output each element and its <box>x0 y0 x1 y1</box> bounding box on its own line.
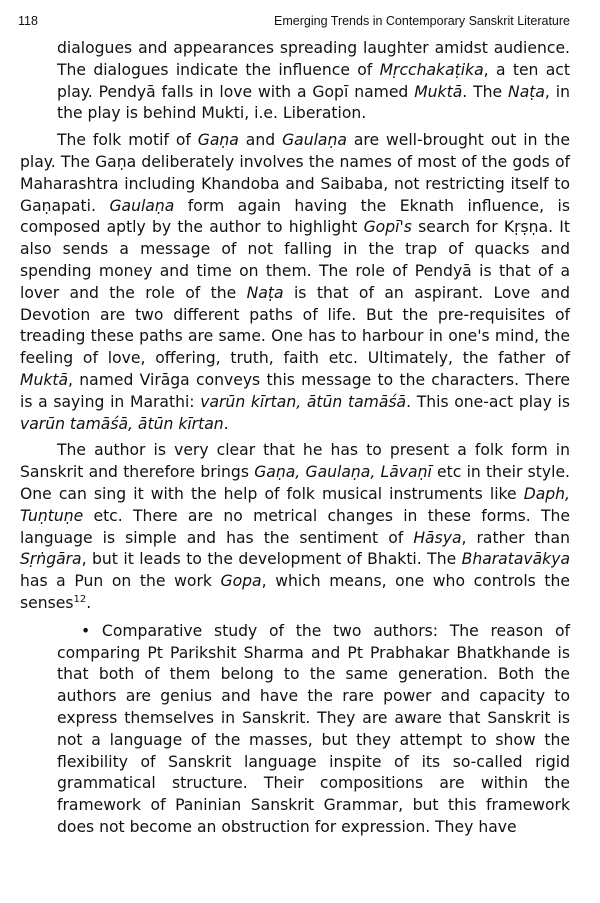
text-run: . <box>223 414 229 433</box>
text-run: . <box>86 593 92 612</box>
text-run: dialogues and appearances spreading laughter amidst audience. The dialogues indicate the influence of <box>57 39 570 79</box>
text-run: and <box>238 131 283 150</box>
text-run: are well-brought out in the play. The Gaṇa deliberately involves the names of most of the gods of Maharashtra including Khandoba and Saibaba, not restricting itself to Gaṇapati. <box>20 131 571 215</box>
text-run: . The <box>462 82 509 101</box>
text-run: , which means, one who controls the senses <box>20 572 570 612</box>
italic-term: varūn tamāśā, ātūn kīrtan <box>20 414 224 433</box>
text-run: , named Virāga conveys this message to the characters. There is a saying in Marathi: <box>20 370 570 411</box>
text-run: , rather than <box>461 528 570 547</box>
text-run: etc in their style. One can sing it with the help of folk musical instruments like <box>20 463 570 503</box>
italic-term: Naṭa <box>508 82 545 101</box>
italic-term: Gaulaṇa <box>282 131 347 150</box>
bullet-paragraph-comparative-study <box>20 621 570 839</box>
italic-term: Gaṇa <box>197 131 239 150</box>
text-run: has a Pun on the work <box>20 572 221 591</box>
italic-term: Mṛcchakaṭika <box>379 60 484 79</box>
paragraph-1 <box>20 38 570 125</box>
body-text <box>20 38 570 844</box>
text-run: , a ten act play. Pendyā falls in love with a Gopī named <box>57 60 570 101</box>
page-header <box>18 14 570 34</box>
italic-term: Gaulaṇa <box>109 196 175 215</box>
italic-term: Gaṇa, Gaulaṇa, Lāvaṇī <box>254 463 432 482</box>
italic-term: Sṛṅgāra <box>20 550 82 569</box>
italic-term: Muktā <box>414 82 463 101</box>
italic-term: Gopī's <box>363 218 412 237</box>
text-run: . This one-act play is <box>406 392 570 411</box>
text-run: The folk motif of <box>57 131 198 150</box>
text-run: The author is very clear that he has to present a folk form in Sanskrit and therefore brings <box>20 441 570 482</box>
text-run: , in the play is behind Mukti, i.e. Liberation. <box>57 82 570 123</box>
text-run: is that of an aspirant. Love and Devotion are two different paths of life. But the pre-requisites of treading these paths are same. One has to harbour in one's mind, the feeling of love, offering, truth, faith etc. Ultimately, the father of <box>20 283 570 368</box>
text-run: form again having the Eknath influence, is composed aptly by the author to highlight <box>20 196 570 237</box>
italic-term: varūn kīrtan, ātūn tamāśā <box>200 392 407 411</box>
page-number: 118 <box>18 14 38 28</box>
text-run: • Comparative study of the two authors: The reason of comparing Pt Parikshit Sharma and Pt Prabhakar Bhatkhande is that both of them belong to the same generation. Both the authors are genius and have the rare power and capacity to express themselves in Sanskrit. They are aware that Sanskrit is not a language of the masses, but they attempt to show the flexibility of Sanskrit language inspite of its so-called rigid grammatical structure. Their compositions are within the framework of Paninian Sanskrit Grammar, but this framework does not become an obstruction for expression. They have <box>57 621 570 836</box>
running-title: Emerging Trends in Contemporary Sanskrit Literature <box>274 14 570 28</box>
italic-term: Bharatavākya <box>461 550 570 569</box>
italic-term: Naṭa <box>246 283 284 302</box>
footnote-reference: 12 <box>73 593 87 605</box>
italic-term: Hāsya <box>413 528 462 547</box>
italic-term: Gopa <box>220 572 262 591</box>
paragraph-3 <box>20 440 570 614</box>
italic-term: Daph, Tuṇtuṇe <box>20 484 570 525</box>
paragraph-2 <box>20 130 570 435</box>
text-run: search for Kṛṣṇa. It also sends a message of not falling in the trap of quacks and spending money and time on them. The role of Pendyā is that of a lover and the role of the <box>20 218 570 302</box>
text-run: , but it leads to the development of Bhakti. The <box>81 550 462 569</box>
italic-term: Muktā <box>20 370 69 389</box>
text-run: etc. There are no metrical changes in these forms. The language is simple and has the sentiment of <box>20 506 570 547</box>
